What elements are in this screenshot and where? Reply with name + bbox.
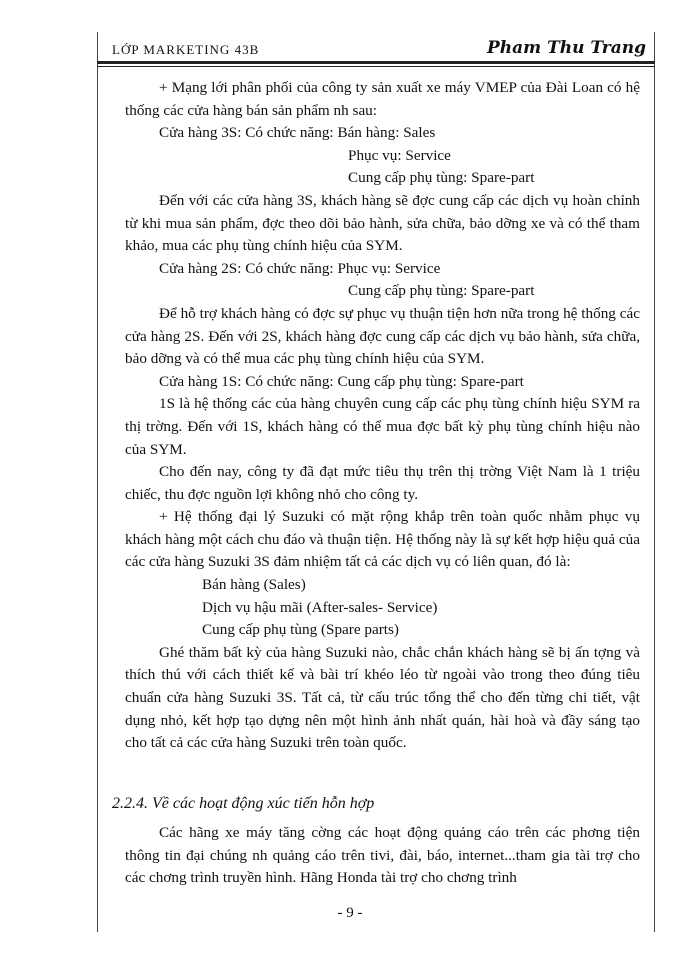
list-item: Cung cấp phụ tùng (Spare parts) [202, 621, 399, 639]
list-item: Dịch vụ hậu mãi (After-sales- Service) [202, 598, 438, 616]
header-rule-thin [97, 66, 655, 67]
paragraph: 1S là hệ thống các của hàng chuyên cung cấp các phụ tùng chính hiệu SYM ra thị trờng. Đến với 1S, khách hàng có thể mua đợc bất kỳ phụ tùng chính hiệu nào của SYM. [125, 395, 640, 458]
paragraph: Cho đến nay, công ty đã đạt mức tiêu thụ trên thị trờng Việt Nam là 1 triệu chiếc, thu đợc nguồn lợi không nhỏ cho công ty. [125, 463, 640, 503]
page-number: - 9 - [337, 905, 363, 921]
paragraph: Đến với các cửa hàng 3S, khách hàng sẽ đợc cung cấp các dịch vụ hoàn chỉnh từ khi mua sản phẩm, đợc theo dõi bảo hành, sửa chữa, bảo dỡng xe và có thể tham khảo, mua các phụ tùng chính hiệu của SYM. [125, 191, 640, 255]
section-heading: 2.2.4. Về các hoạt động xúc tiến hỗn hợp [112, 795, 375, 812]
paragraph: Cung cấp phụ tùng: Spare-part [348, 282, 535, 300]
paragraph: Phục vụ: Service [348, 146, 451, 164]
header-class-label: LỚP MARKETING 43B [112, 42, 260, 57]
body-text [125, 77, 640, 755]
header-rule-thick [97, 61, 655, 64]
paragraph: + Hệ thống đại lý Suzuki có mặt rộng khắp trên toàn quốc nhằm phục vụ khách hàng một cách chu đáo và thuận tiện. Hệ thống này là sự kết hợp hiệu quả của các cửa hàng Suzuki 3S đảm nhiệm tất cả các dịch vụ có liên quan, đó là: [125, 508, 640, 571]
paragraph: Để hỗ trợ khách hàng có đợc sự phục vụ thuận tiện hơn nữa trong hệ thống các cửa hàng 2S. Đến với 2S, khách hàng đợc cung cấp các dịch vụ bảo hành, sửa chữa, bảo dỡng và có thể mua các phụ tùng chính hiệu của SYM. [125, 304, 640, 368]
paragraph: Cửa hàng 3S: Có chức năng: Bán hàng: Sales [159, 124, 436, 142]
paragraph: Ghé thăm bất kỳ của hàng Suzuki nào, chắc chắn khách hàng sẽ bị ấn tợng và thích thú với cách thiết kế và bài trí khéo léo từ ngoài vào trong theo đúng tiêu chuẩn cửa hàng Suzuki 3S. Tất cả, từ cấu trúc tổng thể cho đến từng chi tiết, vật dụng nhỏ, kết hợp tạo dựng nên một hình ảnh nhất quán, hài hoà và đầy sáng tạo cho tất cả các cửa hàng Suzuki trên toàn quốc. [125, 643, 640, 752]
paragraph: + Mạng lới phân phối của công ty sản xuất xe máy VMEP của Đài Loan có hệ thống các cửa hàng bán sản phẩm nh sau: [125, 79, 640, 119]
paragraph: Cửa hàng 2S: Có chức năng: Phục vụ: Service [159, 259, 441, 277]
header-author-name: Pham Thu Trang [487, 38, 646, 58]
paragraph: Cửa hàng 1S: Có chức năng: Cung cấp phụ tùng: Spare-part [159, 372, 524, 390]
paragraph: Cung cấp phụ tùng: Spare-part [348, 169, 535, 187]
section-body [125, 822, 640, 890]
list-item: Bán hàng (Sales) [202, 576, 306, 594]
paragraph: Các hãng xe máy tăng cờng các hoạt động quảng cáo trên các phơng tiện thông tin đại chúng nh quảng cáo trên tivi, đài, báo, internet...tham gia tài trợ cho các chơng trình truyền hình. Hãng Honda tài trợ cho chơng trình [125, 824, 640, 887]
